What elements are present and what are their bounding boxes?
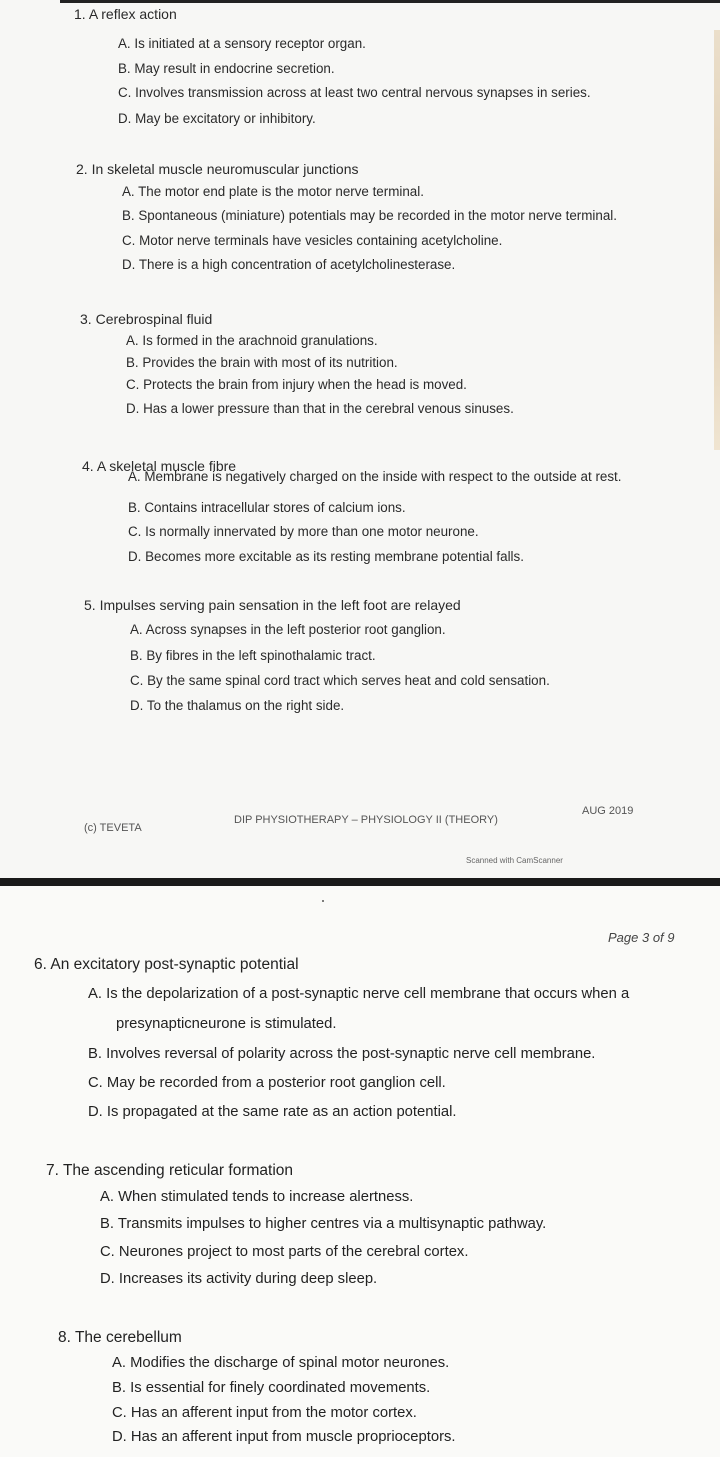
option: A. Across synapses in the left posterior root ganglion. — [130, 622, 446, 637]
option: A. Is initiated at a sensory receptor organ. — [118, 36, 366, 51]
option: A. Membrane is negatively charged on the inside with respect to the outside at rest. — [128, 469, 622, 484]
option: B. Contains intracellular stores of calcium ions. — [128, 500, 406, 515]
option: B. By fibres in the left spinothalamic tract. — [130, 648, 376, 663]
question-3-stem: 3. Cerebrospinal fluid — [80, 311, 213, 327]
option: C. Has an afferent input from the motor cortex. — [112, 1405, 417, 1421]
option: A. Is the depolarization of a post-synaptic nerve cell membrane that occurs when a — [88, 986, 630, 1002]
scanner-watermark: Scanned with CamScanner — [466, 856, 563, 865]
top-border — [60, 0, 720, 3]
footer-course: DIP PHYSIOTHERAPY – PHYSIOLOGY II (THEORY) — [234, 814, 498, 826]
page-divider — [0, 878, 720, 886]
footer-copyright: (c) TEVETA — [84, 822, 142, 834]
option-continuation: presynapticneurone is stimulated. — [116, 1016, 337, 1032]
question-1-stem: 1. A reflex action — [74, 6, 177, 22]
page-number: Page 3 of 9 — [608, 930, 675, 945]
option: A. Modifies the discharge of spinal motor neurones. — [112, 1355, 450, 1371]
option: A. When stimulated tends to increase alertness. — [100, 1189, 414, 1205]
option: D. Is propagated at the same rate as an action potential. — [88, 1104, 457, 1120]
scanned-page-lower — [0, 886, 720, 1457]
option: D. Has an afferent input from muscle proprioceptors. — [112, 1429, 456, 1445]
question-7-stem: 7. The ascending reticular formation — [46, 1162, 294, 1179]
question-6-stem: 6. An excitatory post-synaptic potential — [34, 956, 299, 973]
question-2-stem: 2. In skeletal muscle neuromuscular junctions — [76, 161, 359, 177]
option: D. There is a high concentration of acetylcholinesterase. — [122, 257, 456, 272]
option: D. May be excitatory or inhibitory. — [118, 111, 316, 126]
option: B. Is essential for finely coordinated movements. — [112, 1380, 431, 1396]
option: B. May result in endocrine secretion. — [118, 61, 335, 76]
option: D. Becomes more excitable as its resting membrane potential falls. — [128, 549, 524, 564]
option: C. Neurones project to most parts of the cerebral cortex. — [100, 1244, 469, 1260]
option: C. May be recorded from a posterior root ganglion cell. — [88, 1075, 446, 1091]
option: D. Has a lower pressure than that in the cerebral venous sinuses. — [126, 401, 514, 416]
option: A. The motor end plate is the motor nerve terminal. — [122, 184, 424, 199]
option: B. Spontaneous (miniature) potentials may be recorded in the motor nerve terminal. — [122, 208, 617, 223]
scan-speck — [322, 900, 324, 902]
paper-edge — [714, 30, 720, 450]
question-5-stem: 5. Impulses serving pain sensation in the left foot are relayed — [84, 597, 461, 613]
option: C. Involves transmission across at least two central nervous synapses in series. — [118, 85, 591, 100]
option: A. Is formed in the arachnoid granulations. — [126, 333, 378, 348]
question-8-stem: 8. The cerebellum — [58, 1329, 182, 1346]
option: B. Provides the brain with most of its nutrition. — [126, 355, 398, 370]
option: C. Protects the brain from injury when the head is moved. — [126, 377, 467, 392]
option: D. To the thalamus on the right side. — [130, 698, 345, 713]
footer-date: AUG 2019 — [582, 805, 634, 817]
option: C. Motor nerve terminals have vesicles containing acetylcholine. — [122, 233, 503, 248]
option: B. Transmits impulses to higher centres via a multisynaptic pathway. — [100, 1216, 547, 1232]
option: C. By the same spinal cord tract which serves heat and cold sensation. — [130, 673, 550, 688]
option: B. Involves reversal of polarity across the post-synaptic nerve cell membrane. — [88, 1046, 596, 1062]
option: C. Is normally innervated by more than one motor neurone. — [128, 524, 479, 539]
option: D. Increases its activity during deep sleep. — [100, 1271, 378, 1287]
question-4-stem: 4. A skeletal muscle fibre — [82, 458, 237, 474]
